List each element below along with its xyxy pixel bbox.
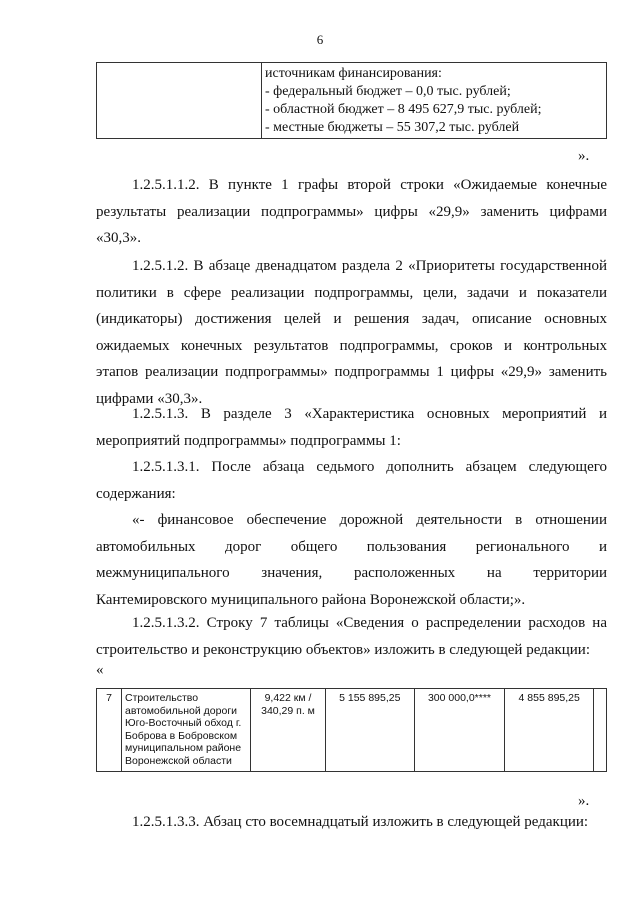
paragraph: 1.2.5.1.3. В разделе 3 «Характеристика основных мероприятий и мероприятий подпрограммы» подпрограммы 1: xyxy=(96,406,607,449)
opening-quote: « xyxy=(96,662,104,678)
page-number: 6 xyxy=(316,32,324,47)
paragraph: 1.2.5.1.1.2. В пункте 1 графы второй строки «Ожидаемые конечные результаты реализации подпрограммы» цифры «29,9» заменить цифрами «30,3». xyxy=(96,177,607,247)
paragraph: 1.2.5.1.3.3. Абзац сто восемнадцатый изложить в следующей редакции: xyxy=(132,814,589,830)
cell-value-3: 4 855 895,25 xyxy=(505,689,594,772)
closing-quote: ». xyxy=(578,793,590,809)
paragraph: 1.2.5.1.2. В абзаце двенадцатом раздела 2 «Приоритеты государственной политики в сфере реализации подпрограммы, цели, задачи и показатели (индикаторы) достижения целей и решения задач, описание основных ожидаемых конечных результатов подпрограммы, сроков и контрольных этапов реализации подпрограммы» подпрограммы 1 цифры «29,9» заменить цифрами «30,3». xyxy=(96,258,607,407)
cell-value-2: 300 000,0**** xyxy=(414,689,505,772)
paragraph: 1.2.5.1.3.1. После абзаца седьмого дополнить абзацем следующего содержания: xyxy=(96,459,607,502)
cell-object-name: Строительство автомобильной дороги Юго-Восточный обход г. Боброва в Бобровском муниципальном районе Воронежской области xyxy=(122,689,251,772)
table-row xyxy=(97,63,607,139)
objects-table xyxy=(96,688,607,772)
table-row xyxy=(97,689,607,772)
table-cell-financing xyxy=(262,63,607,139)
cell-total: 5 155 895,25 xyxy=(326,689,415,772)
financing-table xyxy=(96,62,607,139)
paragraph: 1.2.5.1.3.2. Строку 7 таблицы «Сведения о распределении расходов на строительство и реконструкцию объектов» изложить в следующей редакции: xyxy=(96,615,607,658)
closing-quote: ». xyxy=(578,148,590,164)
table-cell-empty xyxy=(97,63,262,139)
cell-value-4 xyxy=(594,689,607,772)
financing-line: источникам финансирования: xyxy=(265,66,442,81)
financing-line: - местные бюджеты – 55 307,2 тыс. рублей xyxy=(265,120,520,135)
paragraph: «- финансовое обеспечение дорожной деятельности в отношении автомобильных дорог общего пользования регионального и межмуниципального значения, расположенных на территории Кантемировского муниципального района Воронежской области;». xyxy=(96,512,607,608)
cell-length: 9,422 км / 340,29 п. м xyxy=(251,689,326,772)
cell-row-number: 7 xyxy=(97,689,122,772)
financing-line: - федеральный бюджет – 0,0 тыс. рублей; xyxy=(265,84,511,99)
financing-line: - областной бюджет – 8 495 627,9 тыс. рублей; xyxy=(265,102,542,117)
